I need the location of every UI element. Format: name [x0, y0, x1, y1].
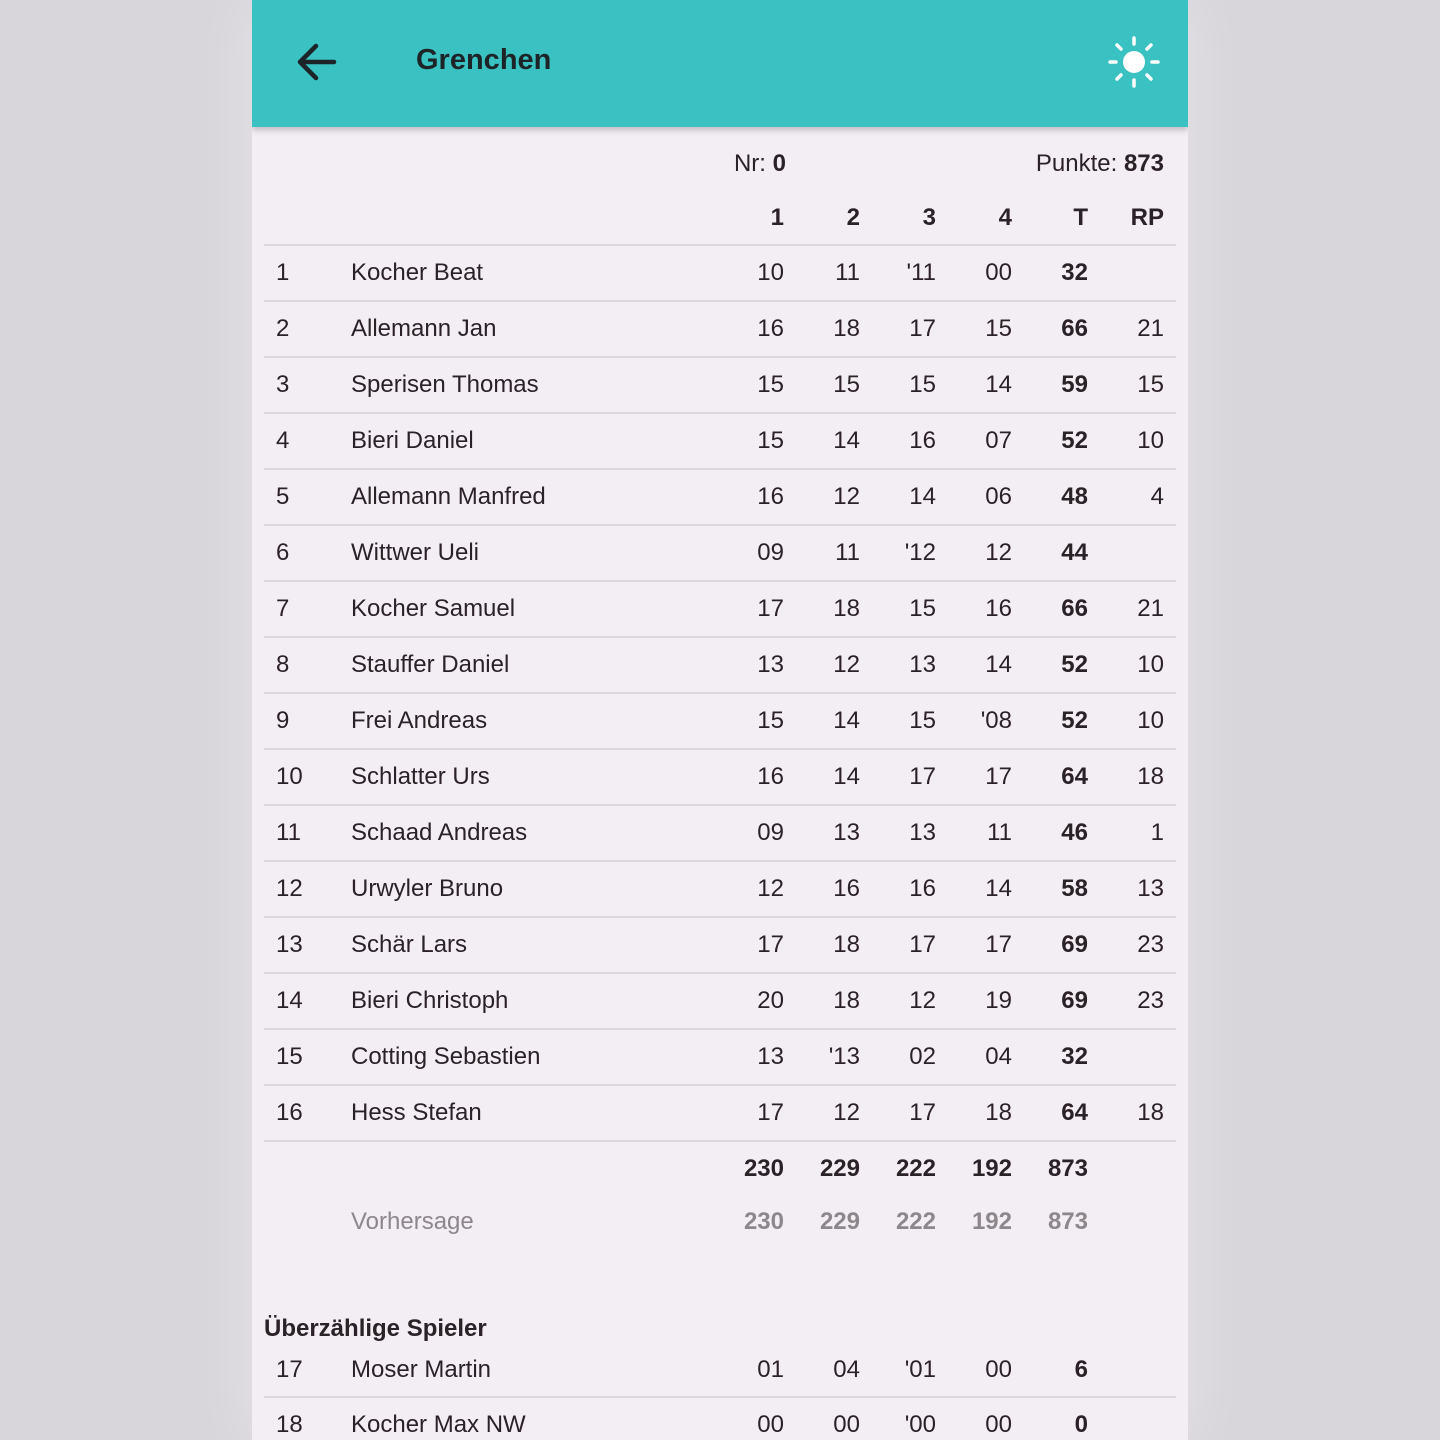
score-1: 15: [757, 427, 784, 454]
score-3: 15: [909, 707, 936, 734]
score-total: 32: [1061, 1043, 1088, 1070]
player-name: Frei Andreas: [351, 707, 488, 734]
player-name: Moser Martin: [351, 1355, 492, 1383]
table-row[interactable]: [264, 414, 1176, 470]
score-total: 52: [1061, 427, 1088, 454]
score-3: 02: [909, 1043, 936, 1070]
score-4: 19: [985, 987, 1012, 1014]
forecast-sum: 873: [1047, 1208, 1088, 1235]
score-3: 17: [909, 763, 936, 790]
column-header-4: 4: [998, 203, 1012, 231]
ranking-points: 15: [1137, 371, 1164, 398]
score-2: 12: [833, 483, 860, 510]
score-total: 64: [1061, 1099, 1088, 1126]
table-row[interactable]: [264, 246, 1176, 302]
score-3: 13: [909, 651, 936, 678]
score-total: 32: [1061, 259, 1088, 286]
score-3: '12: [904, 539, 936, 566]
player-number: 17: [276, 1355, 303, 1383]
player-name: Allemann Manfred: [351, 483, 546, 510]
nr-label: Nr:: [733, 150, 766, 177]
ranking-points: 18: [1137, 1099, 1164, 1126]
theme-toggle-button[interactable]: [1104, 34, 1164, 94]
score-4: 16: [985, 595, 1012, 622]
table-row[interactable]: [264, 526, 1176, 582]
player-number: 18: [276, 1411, 303, 1438]
player-name: Stauffer Daniel: [351, 651, 510, 678]
table-row[interactable]: [264, 638, 1176, 694]
score-total: 59: [1061, 371, 1088, 398]
player-name: Bieri Christoph: [351, 987, 509, 1014]
app-bar: [252, 0, 1188, 127]
nr-value: 0: [772, 150, 786, 177]
table-row[interactable]: [264, 1086, 1176, 1142]
score-total: 46: [1061, 819, 1088, 846]
player-number: 4: [276, 427, 290, 454]
score-3: 14: [909, 483, 936, 510]
player-number: 8: [276, 651, 290, 678]
score-2: 14: [833, 427, 860, 454]
score-2: 18: [833, 315, 860, 342]
ranking-points: 10: [1137, 651, 1164, 678]
score-3: 16: [909, 427, 936, 454]
score-1: 09: [757, 819, 784, 846]
table-row[interactable]: [264, 750, 1176, 806]
column-header-3: 3: [922, 203, 936, 231]
score-4: 11: [987, 819, 1012, 846]
score-2: 14: [833, 707, 860, 734]
score-2: 18: [833, 987, 860, 1014]
player-name: Kocher Samuel: [351, 595, 516, 622]
score-total: 66: [1061, 595, 1088, 622]
score-4: 00: [985, 1355, 1012, 1383]
score-2: 18: [833, 595, 860, 622]
results-content: [264, 127, 1176, 1440]
score-2: 11: [835, 539, 860, 566]
table-row[interactable]: [264, 862, 1176, 918]
score-1: 17: [757, 931, 784, 958]
table-row[interactable]: [264, 358, 1176, 414]
column-header-1: 1: [770, 203, 784, 231]
score-1: 10: [757, 259, 784, 286]
summary-line: [264, 127, 1176, 191]
score-1: 16: [757, 483, 784, 510]
score-2: 04: [833, 1355, 860, 1383]
table-row[interactable]: [264, 1398, 1176, 1440]
score-4: 07: [985, 427, 1012, 454]
score-3: '11: [906, 259, 936, 286]
score-1: 01: [757, 1355, 784, 1383]
score-1: 12: [757, 875, 784, 902]
score-1: 00: [757, 1411, 784, 1438]
player-number: 16: [276, 1099, 303, 1126]
ranking-points: 23: [1137, 931, 1164, 958]
player-name: Sperisen Thomas: [351, 371, 539, 398]
score-total: 52: [1061, 651, 1088, 678]
forecast-1: 230: [743, 1208, 784, 1235]
ranking-points: 21: [1137, 315, 1164, 342]
player-name: Schär Lars: [351, 931, 468, 958]
score-4: 06: [985, 483, 1012, 510]
score-1: 17: [757, 595, 784, 622]
score-1: 13: [757, 1043, 784, 1070]
page-title: Grenchen: [416, 44, 552, 76]
extra-players-table: [264, 1343, 1176, 1440]
sun-icon: [1106, 34, 1162, 95]
score-1: 20: [757, 987, 784, 1014]
score-3: 16: [909, 875, 936, 902]
column-header-rp: RP: [1130, 203, 1164, 231]
player-name: Kocher Max NW: [351, 1411, 526, 1438]
score-2: 13: [833, 819, 860, 846]
score-4: 14: [985, 651, 1012, 678]
score-total: 66: [1061, 315, 1088, 342]
column-header-2: 2: [846, 203, 860, 231]
player-number: 12: [276, 875, 303, 902]
punkte-label: Punkte:: [1035, 150, 1118, 177]
score-total: 44: [1061, 539, 1088, 566]
score-3: 17: [909, 931, 936, 958]
player-number: 9: [276, 707, 290, 734]
arrow-back-icon: [294, 42, 338, 87]
table-row[interactable]: [264, 806, 1176, 862]
player-number: 7: [276, 595, 290, 622]
score-1: 15: [757, 371, 784, 398]
score-total: 48: [1061, 483, 1088, 510]
table-row[interactable]: [264, 470, 1176, 526]
player-number: 1: [276, 259, 290, 286]
score-2: 15: [833, 371, 860, 398]
forecast-2: 229: [819, 1208, 860, 1235]
table-row[interactable]: [264, 974, 1176, 1030]
player-number: 3: [276, 371, 290, 398]
score-4: 14: [985, 371, 1012, 398]
ranking-points: 1: [1150, 819, 1164, 846]
player-name: Wittwer Ueli: [351, 539, 480, 566]
score-3: 15: [909, 371, 936, 398]
score-4: 00: [985, 259, 1012, 286]
app-screen: [252, 0, 1188, 1440]
score-3: '00: [904, 1411, 936, 1438]
score-1: 16: [757, 315, 784, 342]
score-4: 14: [985, 875, 1012, 902]
punkte-value: 873: [1123, 150, 1164, 177]
score-1: 13: [757, 651, 784, 678]
player-name: Cotting Sebastien: [351, 1043, 541, 1070]
team-number: [734, 150, 786, 178]
player-number: 15: [276, 1043, 303, 1070]
score-4: 00: [985, 1411, 1012, 1438]
score-2: 16: [833, 875, 860, 902]
score-total: 69: [1061, 987, 1088, 1014]
score-total: 69: [1061, 931, 1088, 958]
table-row[interactable]: [264, 918, 1176, 974]
player-name: Allemann Jan: [351, 315, 497, 342]
score-1: 09: [757, 539, 784, 566]
ranking-points: 23: [1137, 987, 1164, 1014]
team-points: [1036, 150, 1164, 178]
score-4: 17: [985, 763, 1012, 790]
total-1: 230: [743, 1154, 784, 1182]
totals-row: [264, 1142, 1176, 1195]
extra-players-heading: Überzählige Spieler: [264, 1315, 487, 1342]
table-row[interactable]: [264, 1343, 1176, 1398]
player-number: 14: [276, 987, 303, 1014]
total-2: 229: [819, 1154, 860, 1182]
score-2: 12: [833, 651, 860, 678]
player-name: Bieri Daniel: [351, 427, 474, 454]
player-name: Schaad Andreas: [351, 819, 528, 846]
player-number: 11: [276, 819, 301, 846]
ranking-points: 13: [1137, 875, 1164, 902]
score-2: 12: [833, 1099, 860, 1126]
player-name: Schlatter Urs: [351, 763, 490, 790]
player-number: 6: [276, 539, 290, 566]
score-2: 18: [833, 931, 860, 958]
score-3: 17: [909, 315, 936, 342]
score-4: 04: [985, 1043, 1012, 1070]
score-3: 17: [909, 1099, 936, 1126]
ranking-points: 10: [1137, 427, 1164, 454]
score-2: '13: [828, 1043, 860, 1070]
ranking-points: 10: [1137, 707, 1164, 734]
score-total: 58: [1061, 875, 1088, 902]
score-3: 15: [909, 595, 936, 622]
score-total: 6: [1074, 1355, 1088, 1383]
table-row[interactable]: [264, 1030, 1176, 1086]
score-2: 14: [833, 763, 860, 790]
ranking-points: 4: [1150, 483, 1164, 510]
score-2: 00: [833, 1411, 860, 1438]
score-1: 17: [757, 1099, 784, 1126]
score-4: '08: [980, 707, 1012, 734]
score-3: 13: [909, 819, 936, 846]
score-total: 0: [1074, 1411, 1088, 1438]
table-header: [264, 191, 1176, 246]
player-number: 10: [276, 763, 303, 790]
back-button[interactable]: [288, 36, 344, 92]
score-1: 16: [757, 763, 784, 790]
score-4: 12: [985, 539, 1012, 566]
score-4: 17: [985, 931, 1012, 958]
score-total: 52: [1061, 707, 1088, 734]
forecast-4: 192: [971, 1208, 1012, 1235]
ranking-points: 21: [1137, 595, 1164, 622]
score-4: 18: [985, 1099, 1012, 1126]
player-name: Urwyler Bruno: [351, 875, 504, 902]
total-3: 222: [895, 1154, 936, 1182]
score-2: 11: [835, 259, 860, 286]
player-name: Hess Stefan: [351, 1099, 482, 1126]
table-row[interactable]: [264, 302, 1176, 358]
forecast-label: Vorhersage: [351, 1208, 474, 1235]
score-3: 12: [909, 987, 936, 1014]
ranking-points: 18: [1137, 763, 1164, 790]
table-row[interactable]: [264, 694, 1176, 750]
forecast-row: [264, 1195, 1176, 1249]
player-number: 13: [276, 931, 303, 958]
table-row[interactable]: [264, 582, 1176, 638]
column-header-total: T: [1073, 203, 1088, 231]
score-1: 15: [757, 707, 784, 734]
player-number: 2: [276, 315, 290, 342]
total-sum: 873: [1047, 1154, 1088, 1182]
player-number: 5: [276, 483, 290, 510]
player-name: Kocher Beat: [351, 259, 484, 286]
score-3: '01: [904, 1355, 936, 1383]
player-table: [264, 246, 1176, 1142]
score-total: 64: [1061, 763, 1088, 790]
forecast-3: 222: [895, 1208, 936, 1235]
score-4: 15: [985, 315, 1012, 342]
total-4: 192: [971, 1154, 1012, 1182]
